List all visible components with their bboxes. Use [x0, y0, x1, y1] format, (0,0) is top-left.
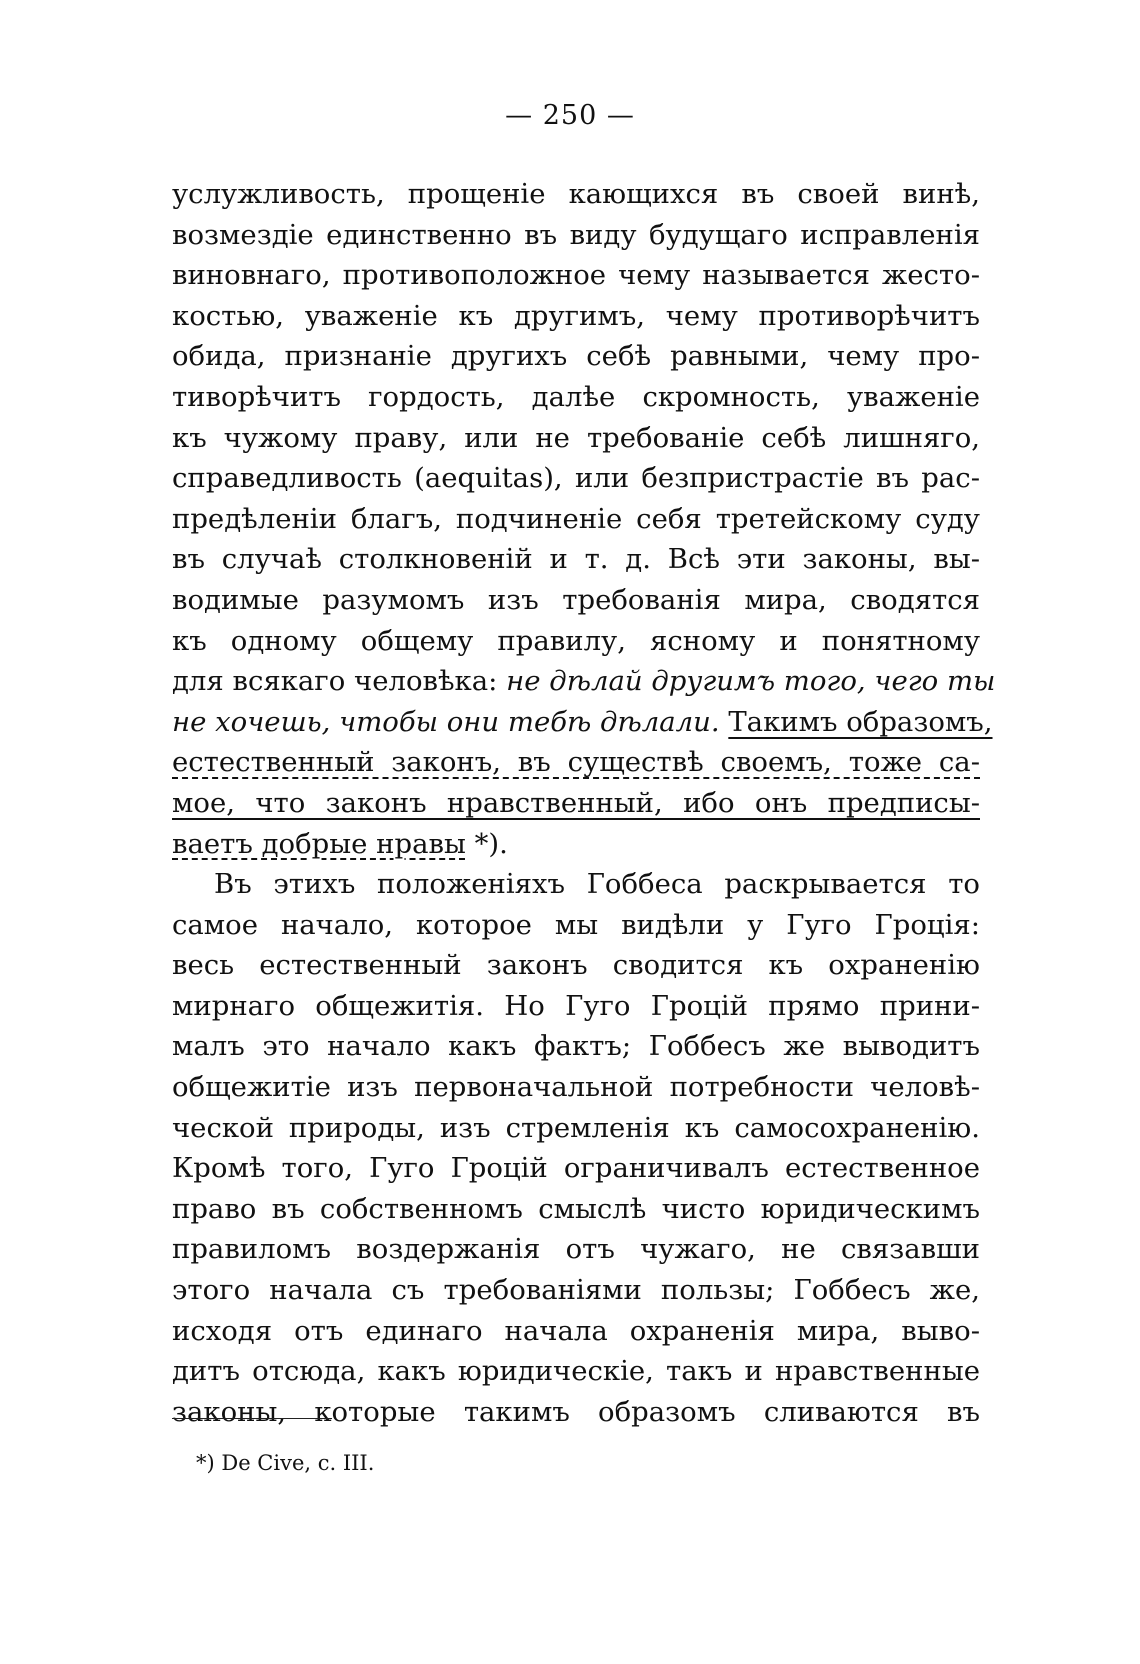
- footnote-marker: *).: [465, 827, 508, 860]
- text-line: Въ этихъ положеніяхъ Гоббеса раскрывается то: [214, 868, 980, 901]
- text-line: [172, 824, 980, 865]
- main-text: [172, 174, 996, 1432]
- text-line: ческой природы, изъ стремленія къ самосохраненію.: [172, 1111, 980, 1144]
- text-line: общежитіе изъ первоначальной потребности человѣ-: [172, 1071, 980, 1104]
- text-line: самое начало, которое мы видѣли у Гуго Гроція:: [172, 908, 980, 941]
- text-line: [172, 661, 996, 702]
- text-line: въ случаѣ столкновеній и т. д. Всѣ эти законы, вы-: [172, 543, 980, 576]
- text-line: законы, которые такимъ образомъ сливаются въ: [172, 1395, 980, 1428]
- line-text: для всякаго человѣка:: [172, 665, 507, 698]
- text-line: [172, 742, 980, 783]
- text-line: Кромѣ того, Гуго Гроцій ограничивалъ естественное: [172, 1152, 980, 1185]
- underlined-passage: Такимъ образомъ,: [728, 705, 993, 738]
- italic-maxim: не дѣлай другимъ того, чего ты: [506, 665, 996, 698]
- text-line: дитъ отсюда, какъ юридическіе, такъ и нравственные: [172, 1355, 980, 1388]
- italic-maxim: не хочешь, чтобы они тебѣ дѣлали.: [172, 705, 720, 738]
- underlined-passage: мое, что законъ нравственный, ибо онъ предписы-: [172, 786, 980, 819]
- text-line: исходя отъ единаго начала охраненія мира, выво-: [172, 1314, 980, 1347]
- text-line: весь естественный законъ сводится къ охраненію: [172, 949, 980, 982]
- underlined-passage: естественный законъ, въ существѣ своемъ, тоже са-: [172, 746, 980, 779]
- text-line: правиломъ воздержанія отъ чужаго, не связавши: [172, 1233, 980, 1266]
- text-line: [172, 702, 993, 743]
- text-line: костью, уваженіе къ другимъ, чему противорѣчитъ: [172, 299, 980, 332]
- text-line: услужливость, прощеніе кающихся въ своей винѣ,: [172, 178, 980, 210]
- text-line: малъ это начало какъ фактъ; Гоббесъ же выводитъ: [172, 1030, 980, 1063]
- text-line: тиворѣчитъ гордость, далѣе скромность, уваженіе: [172, 380, 980, 413]
- text-line: виновнаго, противоположное чему называется жесто-: [172, 259, 980, 292]
- paragraph-1: [172, 174, 996, 864]
- footnote: *) De Cive, c. III.: [196, 1451, 375, 1475]
- text-line: этого начала съ требованіями пользы; Гоббесъ же,: [172, 1274, 980, 1307]
- text-line: къ чужому праву, или не требованіе себѣ лишняго,: [172, 421, 980, 454]
- text-line: обида, признаніе другихъ себѣ равными, чему про-: [172, 340, 980, 373]
- page-number: — 250 —: [505, 100, 635, 131]
- text-line: водимые разумомъ изъ требованія мира, сводятся: [172, 583, 980, 616]
- footnote-divider: [172, 1418, 332, 1419]
- text-line: право въ собственномъ смыслѣ чисто юридическимъ: [172, 1192, 980, 1225]
- paragraph-2: [172, 864, 980, 1432]
- text-line: предѣленіи благъ, подчиненіе себя третейскому суду: [172, 502, 980, 535]
- text-line: [172, 783, 980, 824]
- underlined-passage: ваетъ добрые нравы: [172, 827, 466, 860]
- text-line: возмездіе единственно въ виду будущаго исправленія: [172, 218, 980, 251]
- text-line: къ одному общему правилу, ясному и понятному: [172, 624, 980, 657]
- text-line: справедливость (aequitas), или безпристрастіе въ рас-: [172, 462, 980, 495]
- text-line: мирнаго общежитія. Но Гуго Гроцій прямо прини-: [172, 989, 980, 1022]
